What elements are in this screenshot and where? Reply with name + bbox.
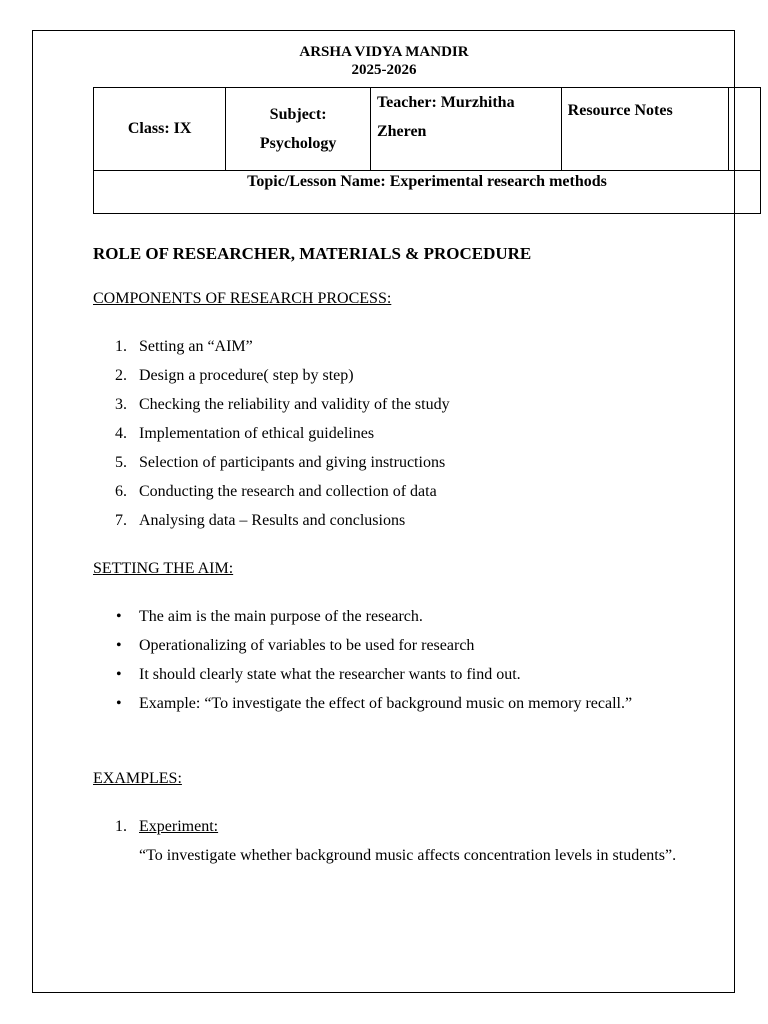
list-item: 7. Analysing data – Results and conclusions — [115, 512, 406, 529]
bullet-icon: • — [116, 637, 122, 654]
teacher-cell — [370, 88, 561, 171]
aim-title: SETTING THE AIM: — [93, 560, 234, 577]
teacher-line-1: Teacher: Murzhitha — [376, 94, 515, 111]
list-item: 4. Implementation of ethical guidelines — [115, 425, 375, 442]
subject-cell — [226, 88, 371, 171]
list-item: 3. Checking the reliability and validity of the study — [115, 396, 450, 413]
components-title: COMPONENTS OF RESEARCH PROCESS: — [93, 290, 392, 307]
topic-cell: Topic/Lesson Name: Experimental research methods — [94, 171, 761, 214]
aim-list — [93, 602, 693, 747]
list-item: 1. Setting an “AIM” — [115, 338, 253, 355]
examples-title: EXAMPLES: — [93, 770, 182, 787]
subject-label: Subject: — [269, 106, 327, 123]
main-heading: ROLE OF RESEARCHER, MATERIALS & PROCEDURE — [93, 244, 532, 263]
components-list — [93, 332, 693, 535]
list-item: • It should clearly state what the researcher wants to find out. — [93, 660, 693, 689]
list-item: • Operationalizing of variables to be used for research — [93, 631, 693, 660]
bullet-icon: • — [116, 608, 122, 625]
subject-value: Psychology — [259, 135, 337, 152]
class-cell: Class: IX — [94, 88, 226, 171]
example-title: Experiment: — [139, 818, 219, 835]
empty-cell — [729, 88, 761, 171]
list-item: • Example: “To investigate the effect of background music on memory recall.” — [93, 689, 693, 747]
teacher-line-2: Zheren — [376, 123, 427, 140]
header-table — [93, 87, 761, 214]
list-item: 6. Conducting the research and collection of data — [115, 483, 437, 500]
example-text: “To investigate whether background music affects concentration levels in students”. — [139, 847, 677, 864]
example-number: 1. — [115, 818, 127, 835]
school-year: 2025-2026 — [351, 62, 417, 78]
list-item: • The aim is the main purpose of the research. — [93, 602, 693, 631]
list-item: 5. Selection of participants and giving instructions — [115, 454, 446, 471]
resource-cell: Resource Notes — [561, 88, 728, 171]
bullet-icon: • — [116, 666, 122, 683]
bullet-icon: • — [116, 695, 122, 712]
school-name: ARSHA VIDYA MANDIR — [299, 44, 469, 60]
list-item: 2. Design a procedure( step by step) — [115, 367, 354, 384]
